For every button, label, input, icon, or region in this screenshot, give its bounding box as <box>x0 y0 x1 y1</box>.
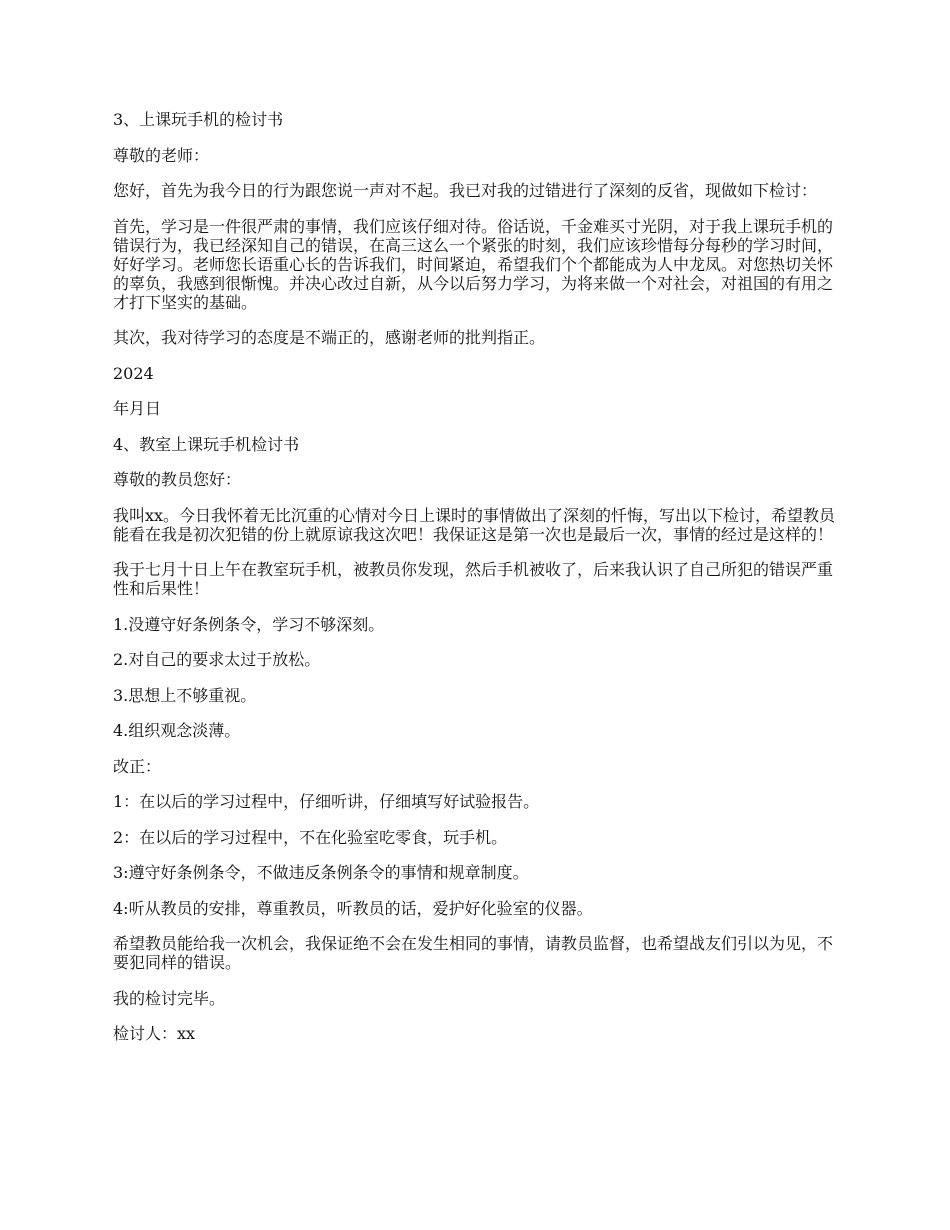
paragraph-secondly: 其次，我对待学习的态度是不端正的，感谢老师的批判指正。 <box>113 328 546 347</box>
paragraph-incident: 我于七月十日上午在教室玩手机，被教员你发现，然后手机被收了，后来我认识了自己所犯的错误严重性和后果性！ <box>113 560 834 598</box>
correction-item-2: 2：在以后的学习过程中，不在化验室吃零食，玩手机。 <box>113 827 508 847</box>
salutation-teacher: 尊敬的老师： <box>113 145 210 165</box>
paragraph-apology: 您好，首先为我今日的行为跟您说一声对不起。我已对我的过错进行了深刻的反省，现做如下检讨： <box>113 181 818 200</box>
paragraph-firstly: 首先，学习是一件很严肃的事情，我们应该仔细对待。俗话说，千金难买寸光阴，对于我上课玩手机的错误行为，我已经深知自己的错误，在高三这么一个紧张的时刻，我们应该珍惜每分每秒的学习时间，好好学习。老师您长语重心长的告诉我们，时间紧迫，希望我们个个都能成为人中龙凤。对您热切关怀的辜负，我感到很惭愧。并决心改过自新，从今以后努力学习，为将来做一个对社会，对祖国的有用之才打下坚实的基础。 <box>113 216 834 312</box>
correction-item-1: 1：在以后的学习过程中，仔细听讲，仔细填写好试验报告。 <box>113 792 540 811</box>
correction-item-3: 3:遵守好条例条令，不做违反条例条令的事情和规章制度。 <box>113 863 529 882</box>
fault-item-3: 3.思想上不够重视。 <box>113 685 257 705</box>
fault-item-1: 1.没遵守好条例条令，学习不够深刻。 <box>113 614 385 634</box>
date-placeholder: 年月日 <box>113 399 162 418</box>
correction-item-4: 4:听从教员的安排，尊重教员，听教员的话，爱护好化验室的仪器。 <box>113 898 593 918</box>
section-3-heading: 3、上课玩手机的检讨书 <box>113 110 284 129</box>
paragraph-introduction: 我叫xx。今日我怀着无比沉重的心情对今日上课时的事情做出了深刻的忏悔，写出以下检讨，希望教员能看在我是初次犯错的份上就原谅我这次吧！我保证这是第一次也是最后一次，事情的经过是这样的！ <box>113 505 836 544</box>
fault-item-2: 2.对自己的要求太过于放松。 <box>113 650 321 669</box>
fault-item-4: 4.组织观念淡薄。 <box>113 721 241 740</box>
closing-statement: 我的检讨完毕。 <box>113 988 226 1008</box>
date-year: 2024 <box>113 363 154 383</box>
paragraph-hope: 希望教员能给我一次机会，我保证绝不会在发生相同的事情，请教员监督，也希望战友们引以为见，不要犯同样的错误。 <box>113 934 834 972</box>
section-4-heading: 4、教室上课玩手机检讨书 <box>113 434 300 454</box>
correction-heading: 改正： <box>113 756 162 776</box>
document-body <box>113 110 843 1060</box>
signature-line: 检讨人：xx <box>113 1024 196 1043</box>
salutation-instructor: 尊敬的教员您好： <box>113 470 242 489</box>
